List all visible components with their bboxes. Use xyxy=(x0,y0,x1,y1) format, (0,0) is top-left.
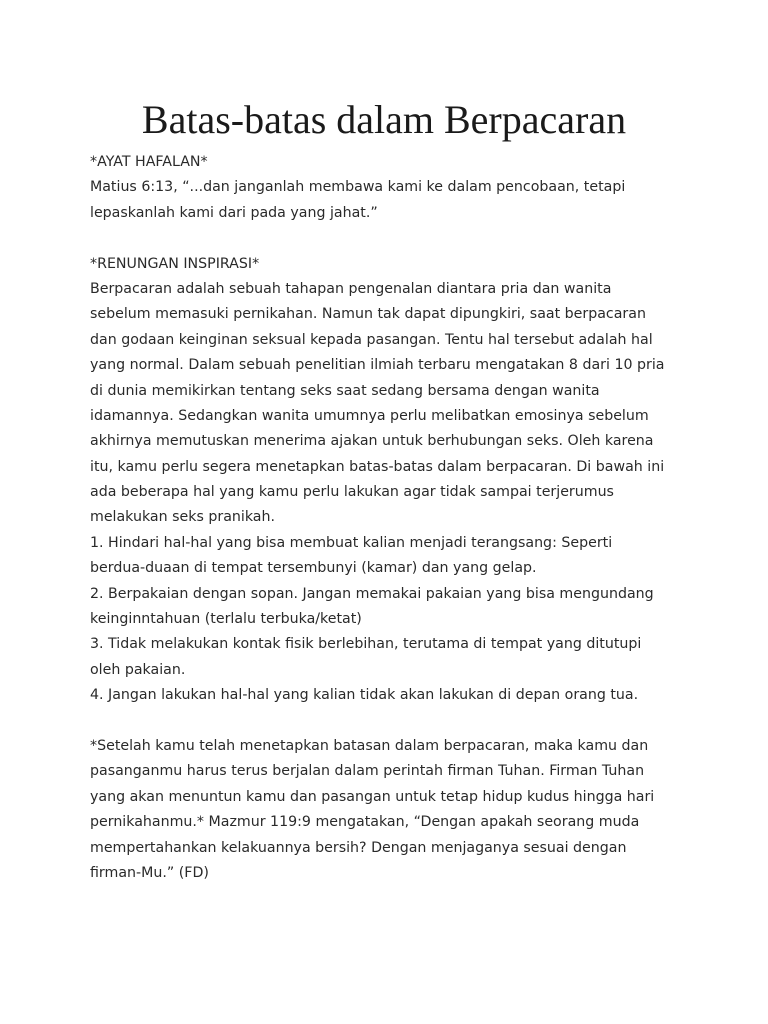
text-line: mempertahankan kelakuannya bersih? Dengan menjaganya sesuai dengan xyxy=(90,839,627,856)
text-line: pasanganmu harus terus berjalan dalam perintah firman Tuhan. Firman Tuhan xyxy=(90,763,645,780)
text-line: di dunia memikirkan tentang seks saat sedang bersama dengan wanita xyxy=(90,382,600,399)
text-line: yang normal. Dalam sebuah penelitian ilmiah terbaru mengatakan 8 dari 10 pria xyxy=(90,357,665,374)
text-line: idamannya. Sedangkan wanita umumnya perlu melibatkan emosinya sebelum xyxy=(90,407,649,424)
text-line: yang akan menuntun kamu dan pasangan untuk tetap hidup kudus hingga hari xyxy=(90,788,655,805)
list-item-1: 1. Hindari hal-hal yang bisa membuat kalian menjadi terangsang: Seperti xyxy=(90,534,613,551)
list-item-3: 3. Tidak melakukan kontak fisik berlebihan, terutama di tempat yang ditutupi xyxy=(90,636,642,653)
text-line: sebelum memasuki pernikahan. Namun tak dapat dipungkiri, saat berpacaran xyxy=(90,306,646,323)
text-line: pernikahanmu.* Mazmur 119:9 mengatakan, “Dengan apakah seorang muda xyxy=(90,814,640,831)
text-line: firman-Mu.” (FD) xyxy=(90,864,209,881)
section-heading-renungan-inspirasi: *RENUNGAN INSPIRASI* xyxy=(90,255,260,272)
paragraph-spacer xyxy=(90,226,690,251)
text-line: dan godaan keinginan seksual kepada pasangan. Tentu hal tersebut adalah hal xyxy=(90,331,653,348)
list-item-3-continued: oleh pakaian. xyxy=(90,661,186,678)
text-line: Berpacaran adalah sebuah tahapan pengenalan diantara pria dan wanita xyxy=(90,280,612,297)
list-item-1-continued: berdua-duaan di tempat tersembunyi (kamar) dan yang gelap. xyxy=(90,560,537,577)
list-item-4: 4. Jangan lakukan hal-hal yang kalian tidak akan lakukan di depan orang tua. xyxy=(90,687,639,704)
list-item-2: 2. Berpakaian dengan sopan. Jangan memakai pakaian yang bisa mengundang xyxy=(90,585,654,602)
document-title: Batas-batas dalam Berpacaran xyxy=(141,97,627,142)
text-line: *Setelah kamu telah menetapkan batasan dalam berpacaran, maka kamu dan xyxy=(90,737,649,754)
text-line: lepaskanlah kami dari pada yang jahat.” xyxy=(90,204,378,221)
section-heading-ayat-hafalan: *AYAT HAFALAN* xyxy=(90,154,208,170)
list-item-2-continued: keinginntahuan (terlalu terbuka/ketat) xyxy=(90,611,362,628)
document-body xyxy=(90,150,690,886)
text-line: ada beberapa hal yang kamu perlu lakukan agar tidak sampai terjerumus xyxy=(90,484,614,501)
text-line: melakukan seks pranikah. xyxy=(90,509,275,526)
text-line: itu, kamu perlu segera menetapkan batas-batas dalam berpacaran. Di bawah ini xyxy=(90,458,665,475)
text-line: Matius 6:13, “...dan janganlah membawa kami ke dalam pencobaan, tetapi xyxy=(90,179,626,196)
paragraph-spacer xyxy=(90,709,690,734)
text-line: akhirnya memutuskan menerima ajakan untuk berhubungan seks. Oleh karena xyxy=(90,433,654,450)
